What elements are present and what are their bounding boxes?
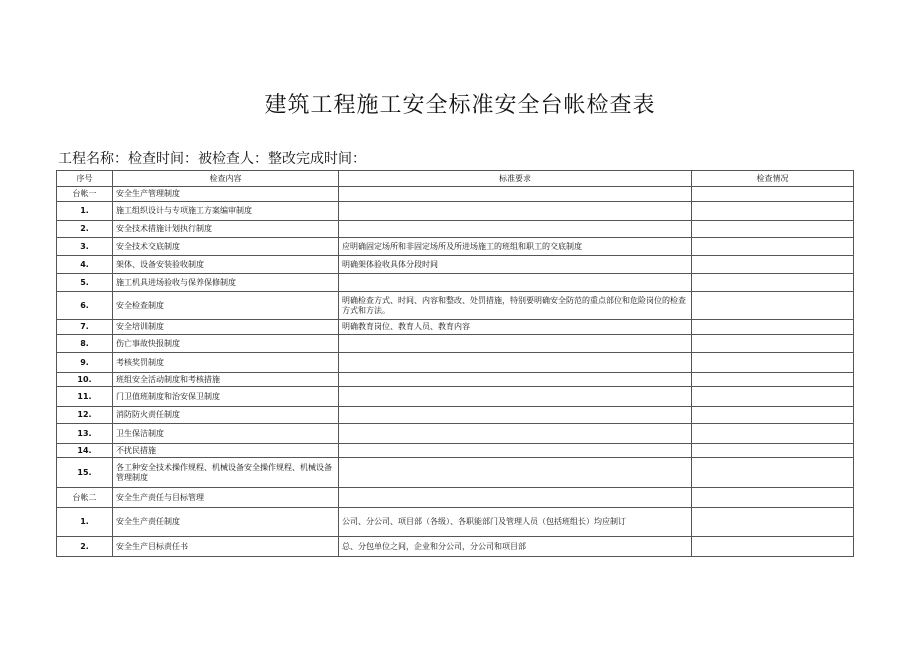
row-standard	[339, 202, 692, 221]
table-row	[57, 202, 854, 221]
row-no: 4.	[57, 256, 113, 274]
row-result[interactable]	[692, 238, 854, 256]
row-no: 10.	[57, 373, 113, 387]
table-row	[57, 444, 854, 458]
row-content: 施工机具进场验收与保养保修制度	[113, 274, 339, 292]
row-no: 3.	[57, 238, 113, 256]
row-result[interactable]	[692, 202, 854, 221]
table-row	[57, 274, 854, 292]
row-standard	[339, 221, 692, 238]
row-no: 台帐一	[57, 187, 113, 202]
table-header-row	[57, 171, 854, 187]
row-no: 9.	[57, 353, 113, 373]
row-standard: 明确检查方式、时间、内容和整改、处罚措施，特别要明确安全防范的重点部位和危险岗位的检查方式和方法。	[339, 292, 692, 320]
table-row	[57, 387, 854, 407]
row-no: 15.	[57, 458, 113, 488]
table-row	[57, 488, 854, 508]
header-content: 检查内容	[113, 171, 339, 187]
table-row	[57, 537, 854, 557]
header-result: 检查情况	[692, 171, 854, 187]
table-row	[57, 238, 854, 256]
row-no: 5.	[57, 274, 113, 292]
row-no: 2.	[57, 221, 113, 238]
row-standard	[339, 335, 692, 353]
row-content: 各工种安全技术操作规程、机械设备安全操作规程、机械设备管理制度	[113, 458, 339, 488]
row-standard	[339, 444, 692, 458]
row-result[interactable]	[692, 488, 854, 508]
table-row	[57, 373, 854, 387]
document-title: 建筑工程施工安全标准安全台帐检查表	[264, 93, 656, 118]
row-result[interactable]	[692, 407, 854, 424]
table-row	[57, 508, 854, 537]
row-no: 14.	[57, 444, 113, 458]
row-content: 考核奖罚制度	[113, 353, 339, 373]
row-result[interactable]	[692, 444, 854, 458]
row-result[interactable]	[692, 373, 854, 387]
row-content: 消防防火责任制度	[113, 407, 339, 424]
row-content: 安全生产目标责任书	[113, 537, 339, 557]
row-standard	[339, 187, 692, 202]
header-standard: 标准要求	[339, 171, 692, 187]
row-content: 卫生保洁制度	[113, 424, 339, 444]
inspection-meta-line: 工程名称：检查时间：被检查人：整改完成时间：	[58, 151, 366, 167]
row-content: 班组安全活动制度和考核措施	[113, 373, 339, 387]
table-row	[57, 424, 854, 444]
table-row	[57, 335, 854, 353]
row-content: 安全生产责任制度	[113, 508, 339, 537]
row-result[interactable]	[692, 424, 854, 444]
row-no: 8.	[57, 335, 113, 353]
row-result[interactable]	[692, 537, 854, 557]
table-row	[57, 320, 854, 335]
row-standard: 公司、分公司、项目部（各级）、各职能部门及管理人员（包括班组长）均应制订	[339, 508, 692, 537]
row-result[interactable]	[692, 508, 854, 537]
row-result[interactable]	[692, 292, 854, 320]
row-standard	[339, 458, 692, 488]
row-result[interactable]	[692, 274, 854, 292]
row-no: 1.	[57, 508, 113, 537]
row-standard	[339, 424, 692, 444]
row-result[interactable]	[692, 458, 854, 488]
row-result[interactable]	[692, 335, 854, 353]
row-no: 1.	[57, 202, 113, 221]
row-no: 2.	[57, 537, 113, 557]
row-no: 12.	[57, 407, 113, 424]
row-standard	[339, 274, 692, 292]
row-content: 安全技术措施计划执行制度	[113, 221, 339, 238]
row-standard: 明确教育岗位、教育人员、教育内容	[339, 320, 692, 335]
row-content: 架体、设备安装验收制度	[113, 256, 339, 274]
row-standard	[339, 407, 692, 424]
row-content: 施工组织设计与专项施工方案编审制度	[113, 202, 339, 221]
row-no: 13.	[57, 424, 113, 444]
row-result[interactable]	[692, 353, 854, 373]
row-standard	[339, 353, 692, 373]
row-result[interactable]	[692, 256, 854, 274]
row-content: 安全检查制度	[113, 292, 339, 320]
table-row	[57, 353, 854, 373]
table-row	[57, 407, 854, 424]
row-content: 安全培训制度	[113, 320, 339, 335]
row-no: 台帐二	[57, 488, 113, 508]
row-standard: 应明确固定场所和非固定场所及所进场施工的班组和职工的交底制度	[339, 238, 692, 256]
row-result[interactable]	[692, 187, 854, 202]
row-content: 伤亡事故快报制度	[113, 335, 339, 353]
row-no: 6.	[57, 292, 113, 320]
table-row	[57, 187, 854, 202]
row-content: 安全生产管理制度	[113, 187, 339, 202]
table-row	[57, 256, 854, 274]
row-result[interactable]	[692, 387, 854, 407]
row-standard	[339, 373, 692, 387]
row-standard	[339, 488, 692, 508]
row-standard: 明确架体验收具体分段时间	[339, 256, 692, 274]
row-standard	[339, 387, 692, 407]
row-result[interactable]	[692, 320, 854, 335]
row-no: 11.	[57, 387, 113, 407]
table-row	[57, 458, 854, 488]
table-row	[57, 221, 854, 238]
row-no: 7.	[57, 320, 113, 335]
inspection-table	[56, 170, 854, 557]
row-standard: 总、分包单位之间，企业和分公司，分公司和项目部	[339, 537, 692, 557]
table-row	[57, 292, 854, 320]
row-content: 不扰民措施	[113, 444, 339, 458]
row-content: 安全技术交底制度	[113, 238, 339, 256]
header-no: 序号	[57, 171, 113, 187]
row-content: 门卫值班制度和治安保卫制度	[113, 387, 339, 407]
row-content: 安全生产责任与目标管理	[113, 488, 339, 508]
row-result[interactable]	[692, 221, 854, 238]
